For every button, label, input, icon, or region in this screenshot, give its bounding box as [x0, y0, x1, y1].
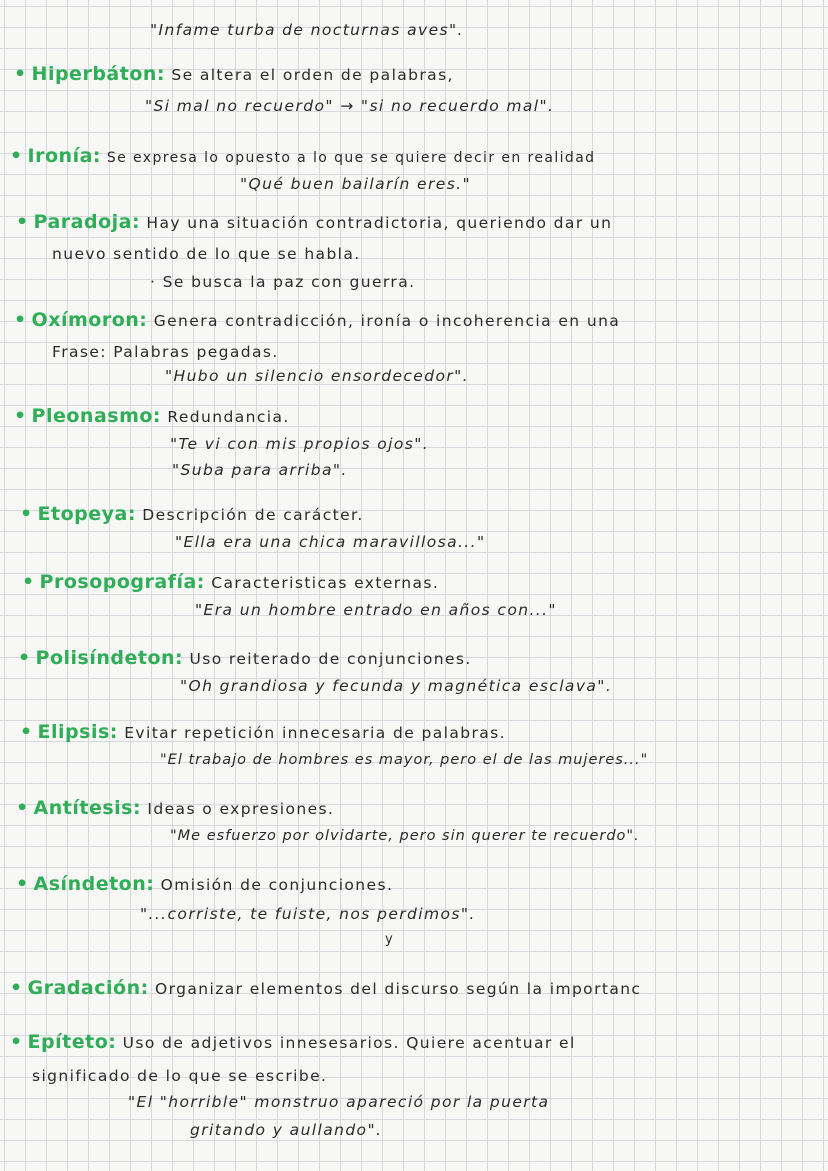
example: "Te vi con mis propios ojos".: [170, 435, 430, 453]
entry-gradacion: [10, 978, 641, 999]
example: "...corriste, te fuiste, nos perdimos".: [140, 905, 476, 923]
quote-line: "Infame turba de nocturnas aves".: [150, 21, 464, 39]
bullet: •: [14, 405, 28, 427]
term-antitesis: Antítesis:: [33, 797, 142, 819]
definition: Omisión de conjunciones.: [154, 876, 394, 894]
definition-cont: nuevo sentido de lo que se habla.: [52, 245, 361, 263]
definition: Genera contradicción, ironía o incoherencia en una: [147, 312, 621, 330]
entry-polisindeton: [18, 648, 472, 669]
bullet: •: [16, 211, 30, 233]
term-ironia: Ironía:: [27, 145, 101, 167]
term-asindeton: Asíndeton:: [33, 873, 155, 895]
entry-hiperbaton: [14, 64, 454, 85]
entry-elipsis: [20, 722, 506, 743]
term-elipsis: Elipsis:: [37, 721, 118, 743]
example: "El "horrible" monstruo apareció por la puerta: [128, 1093, 550, 1111]
entry-asindeton: [16, 874, 393, 895]
bullet: •: [18, 647, 32, 669]
definition: Se altera el orden de palabras,: [165, 66, 454, 84]
entry-antitesis: [16, 798, 334, 819]
term-gradacion: Gradación:: [27, 977, 149, 999]
bullet: •: [14, 309, 28, 331]
example: · Se busca la paz con guerra.: [150, 273, 416, 291]
bullet: •: [20, 721, 34, 743]
term-hiperbaton: Hiperbáton:: [31, 63, 165, 85]
bullet: •: [20, 503, 34, 525]
definition: Organizar elementos del discurso según la importanc: [148, 980, 642, 998]
term-oximoron: Oxímoron:: [31, 309, 148, 331]
definition: Hay una situación contradictoria, queriendo dar un: [140, 214, 613, 232]
bullet: •: [10, 1031, 24, 1053]
definition: Se expresa lo opuesto a lo que se quiere decir en realidad: [101, 150, 596, 166]
example: "Ella era una chica maravillosa...": [175, 533, 486, 551]
arrow-annotation: y: [385, 932, 395, 947]
example: "Era un hombre entrado en años con...": [195, 601, 557, 619]
term-paradoja: Paradoja:: [33, 211, 141, 233]
term-epiteto: Epíteto:: [27, 1031, 117, 1053]
example: "Oh grandiosa y fecunda y magnética esclava".: [180, 677, 613, 695]
example-cont: gritando y aullando".: [190, 1121, 383, 1139]
definition: Evitar repetición innecesaria de palabras.: [117, 724, 506, 742]
term-pleonasmo: Pleonasmo:: [31, 405, 162, 427]
bullet: •: [22, 571, 36, 593]
bullet: •: [10, 145, 24, 167]
example: "Hubo un silencio ensordecedor".: [165, 367, 469, 385]
definition-cont: significado de lo que se escribe.: [32, 1067, 328, 1085]
example: "Qué buen bailarín eres.": [240, 175, 472, 193]
definition: Uso reiterado de conjunciones.: [183, 650, 472, 668]
example: "Suba para arriba".: [172, 461, 348, 479]
term-polisindeton: Polisíndeton:: [35, 647, 184, 669]
entry-prosopografia: [22, 572, 439, 593]
example: "El trabajo de hombres es mayor, pero el de las mujeres...": [160, 752, 649, 768]
entry-epiteto: [10, 1032, 576, 1053]
definition: Descripción de carácter.: [135, 506, 364, 524]
term-etopeya: Etopeya:: [37, 503, 136, 525]
definition: Caracteristicas externas.: [204, 574, 440, 592]
entry-ironia: [10, 146, 595, 168]
term-prosopografia: Prosopografía:: [39, 571, 205, 593]
example: "Me esfuerzo por olvidarte, pero sin querer te recuerdo".: [170, 828, 640, 844]
entry-etopeya: [20, 504, 364, 525]
example: "Si mal no recuerdo" → "si no recuerdo mal".: [145, 97, 555, 115]
definition: Ideas o expresiones.: [141, 800, 335, 818]
definition: Redundancia.: [161, 408, 290, 426]
entry-paradoja: [16, 212, 612, 233]
definition-cont: Frase: Palabras pegadas.: [52, 343, 279, 361]
bullet: •: [16, 873, 30, 895]
definition: Uso de adjetivos innesesarios. Quiere acentuar el: [116, 1034, 576, 1052]
bullet: •: [14, 63, 28, 85]
entry-pleonasmo: [14, 406, 290, 427]
bullet: •: [16, 797, 30, 819]
entry-oximoron: [14, 310, 620, 331]
bullet: •: [10, 977, 24, 999]
